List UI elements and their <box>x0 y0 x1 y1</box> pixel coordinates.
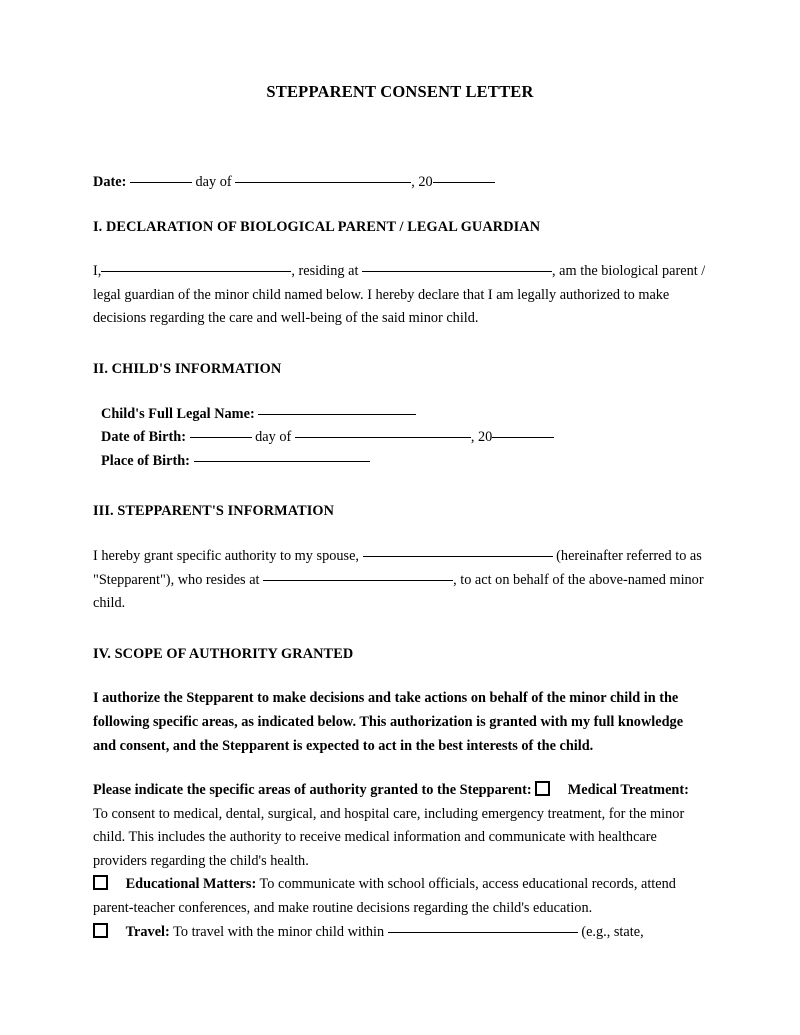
spacer <box>93 195 707 216</box>
declaration-i-prefix: I, <box>93 263 102 280</box>
section-iii-body <box>93 545 707 616</box>
child-pob-blank[interactable] <box>194 461 370 462</box>
child-info-block <box>93 403 707 474</box>
child-pob-label: Place of Birth: <box>101 452 190 469</box>
stepparent-name-blank[interactable] <box>363 556 553 557</box>
spacer <box>93 524 707 545</box>
spacer <box>93 616 707 643</box>
child-dob-row <box>101 426 707 450</box>
spacer <box>93 156 707 171</box>
date-year-prefix: , 20 <box>411 174 433 190</box>
declaration-i-suffix: , am the biological parent / legal guardian of the minor child named below. I hereby declare that I am legally authorized to make decisions regarding the care and well-being of the said minor child. <box>93 263 706 327</box>
option-text-medical-treatment: To consent to medical, dental, surgical, and hospital care, including emergency treatment, for the minor child. This includes the authority to receive medical information and communicate with healthcare providers regarding the child's health. <box>93 805 685 869</box>
date-month-blank[interactable] <box>235 182 411 183</box>
option-text-travel-after: (e.g., state, <box>581 923 644 940</box>
option-text-travel-before: To travel with the minor child within <box>173 923 385 940</box>
child-name-row <box>101 403 707 427</box>
spacer <box>93 129 707 156</box>
child-dob-year-prefix: , 20 <box>470 429 493 446</box>
stepparent-act-text: , to act on behalf of the above-named minor child. <box>93 571 704 612</box>
spacer <box>93 102 707 129</box>
date-line <box>93 171 707 195</box>
travel-area-blank[interactable] <box>388 932 578 933</box>
option-text-educational-matters: To communicate with school officials, access educational records, attend parent-teacher conferences, and make routine decisions regarding the child's education. <box>93 876 676 917</box>
spacer <box>93 473 707 500</box>
section-heading-iii: III. STEPPARENT'S INFORMATION <box>93 503 335 520</box>
child-dob-month-blank[interactable] <box>295 437 471 438</box>
option-label-travel: Travel: <box>125 923 170 940</box>
child-dob-day-blank[interactable] <box>190 437 252 438</box>
child-name-blank[interactable] <box>258 414 416 415</box>
page-title: STEPPARENT CONSENT LETTER <box>266 82 534 101</box>
child-name-label: Child's Full Legal Name: <box>101 405 255 422</box>
date-day-of-text: day of <box>195 174 232 190</box>
authority-option-educational <box>93 873 707 920</box>
checkbox-medical-treatment[interactable] <box>535 781 550 796</box>
checkbox-travel[interactable] <box>93 923 108 938</box>
declarant-name-blank[interactable] <box>101 271 291 272</box>
child-dob-day-of-text: day of <box>255 429 292 446</box>
date-label: Date: <box>93 174 127 190</box>
authority-instruction-label: Please indicate the specific areas of authority granted to the Stepparent: <box>93 782 532 799</box>
option-label-medical-treatment: Medical Treatment: <box>567 782 689 799</box>
date-day-blank[interactable] <box>130 182 192 183</box>
stepparent-grant-text: I hereby grant specific authority to my spouse, <box>93 547 360 564</box>
spacer <box>93 239 707 260</box>
section-heading-iv: IV. SCOPE OF AUTHORITY GRANTED <box>93 645 354 662</box>
child-dob-label: Date of Birth: <box>101 429 186 446</box>
child-dob-year-blank[interactable] <box>492 437 554 438</box>
date-year-blank[interactable] <box>433 182 495 183</box>
spacer <box>93 331 707 358</box>
spacer <box>93 382 707 403</box>
declaration-residing-text: , residing at <box>291 263 359 280</box>
option-label-educational-matters: Educational Matters: <box>125 876 257 893</box>
stepparent-hereinafter-text: (hereinafter referred to as "Stepparent"), who resides at <box>93 547 702 588</box>
section-i-body <box>93 260 707 331</box>
checkbox-educational-matters[interactable] <box>93 875 108 890</box>
section-heading-ii: II. CHILD'S INFORMATION <box>93 360 282 377</box>
child-pob-row <box>101 450 707 474</box>
section-heading-i: I. DECLARATION OF BIOLOGICAL PARENT / LEGAL GUARDIAN <box>93 218 541 235</box>
spacer <box>93 758 707 779</box>
declarant-address-blank[interactable] <box>362 271 552 272</box>
scope-intro-paragraph: I authorize the Stepparent to make decisions and take actions on behalf of the minor child in the following specific areas, as indicated below. This authorization is granted with my full knowledge and consent, and the Stepparent is expected to act in the best interests of the child. <box>93 690 684 754</box>
stepparent-address-blank[interactable] <box>263 580 453 581</box>
spacer <box>93 666 707 687</box>
document-content <box>93 0 707 944</box>
authority-option-medical <box>93 779 707 873</box>
authority-option-travel <box>93 921 707 945</box>
